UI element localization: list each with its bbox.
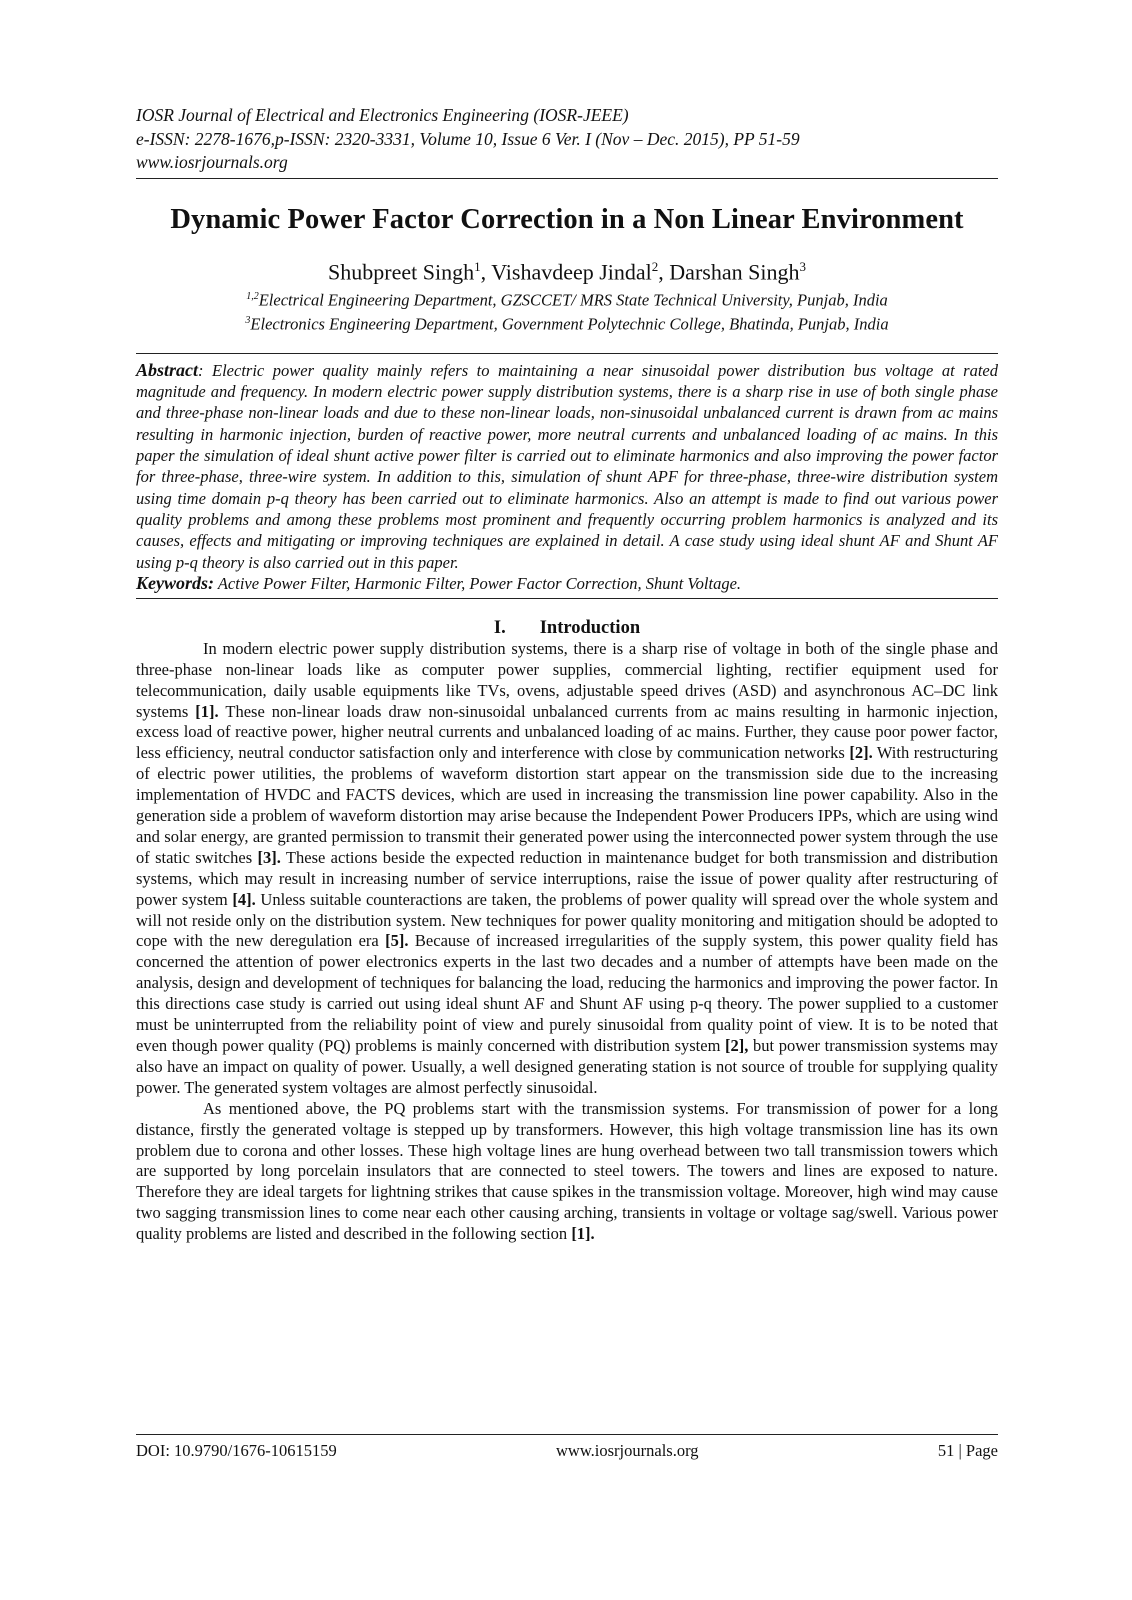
citation: [1]. [195,701,219,721]
footer-website[interactable]: www.iosrjournals.org [556,1441,699,1460]
body-text: Unless suitable counteractions are taken, the problems of power quality will spread over the whole system and will not reside only on the distribution system. New techniques for power quality monitoring and mitigation should be adopted to cope with the new deregulation era [136,889,998,951]
abstract [136,353,998,573]
author-name: Vishavdeep Jindal [491,258,652,284]
citation: [4]. [232,889,256,909]
footer-doi: DOI: 10.9790/1676-10615159 [136,1441,337,1460]
body-paragraph [136,639,998,1099]
section-title: Introduction [539,617,641,638]
body-text: With restructuring of electric power utilities, the problems of waveform distortion start appear on the transmission side due to the increasing implementation of HVDC and FACTS devices, which are used in increasing the transmission line power capability. Also in the generation side a problem of waveform distortion may arise because the Independent Power Producers IPPs, which are using wind and solar energy, are granted permission to transmit their generated power using the interconnected power system through the use of static switches [136,743,999,867]
body-text: but power transmission systems may also have an impact on quality of power. Usually, a well designed generating station is not source of trouble for supplying quality power. The generated system voltages are almost perfectly sinusoidal. [136,1036,999,1097]
citation: [5]. [385,931,409,951]
citation: [2], [725,1036,749,1056]
affiliation-text: Electrical Engineering Department, GZSCCET/ MRS State Technical University, Punjab, India [258,290,888,310]
keywords-label: Keywords: [136,572,214,593]
footer-page-number: 51 | Page [937,1441,998,1460]
body-text: In modern electric power supply distribution systems, there is a sharp rise of voltage in both of the single phase and three-phase non-linear loads like as computer power supplies, commercial lighting, rectifier equipment used for telecommunication, daily usable equipments like TVs, ovens, adjustable speed drives (ASD) and asynchronous AC–DC link systems [136,638,998,721]
affiliation-sup: 1,2 [246,290,259,302]
body-paragraph [136,1099,998,1245]
paper-page [136,104,998,1245]
keywords [136,573,998,599]
keywords-text: Active Power Filter, Harmonic Filter, Power Factor Correction, Shunt Voltage. [214,573,742,593]
journal-header [136,104,998,179]
author-sup: 3 [799,258,806,274]
author-list [136,253,998,286]
affiliation-text: Electronics Engineering Department, Government Polytechnic College, Bhatinda, Punjab, India [250,314,889,334]
abstract-text: : Electric power quality mainly refers to maintaining a near sinusoidal power distribution bus voltage at rated magnitude and frequency. In modern electric power supply distribution systems, there is a sharp rise in use of both single phase and three-phase non-linear loads and due to these non-linear loads, non-sinusoidal unbalanced current is drawn from ac mains resulting in harmonic injection, burden of reactive power, more neutral currents and unbalanced loading of ac mains. In this paper the simulation of ideal shunt active power filter is carried out to eliminate harmonics and also improving the power factor for three-phase, three-wire system. In addition to this, simulation of shunt APF for three-phase, three-wire distribution system using time domain p-q theory has been carried out to eliminate harmonics. Also an attempt is made to find out various power quality problems and among these problems most prominent and frequently occurring problem harmonics is analyzed and its causes, effects and mitigating or improving techniques are explained in detail. A case study using ideal shunt AF and Shunt AF using p-q theory is also carried out in this paper. [136,360,998,572]
body-text: These actions beside the expected reduction in maintenance budget for both transmission and distribution systems, which may result in increasing number of service interruptions, raise the issue of power quality after restructuring of power system [136,847,999,909]
affiliation [136,286,998,311]
abstract-label: Abstract [136,359,199,380]
author-sup: 1 [474,258,481,274]
author-name: Shubpreet Singh [328,258,475,284]
section-number: I. [493,617,506,638]
journal-url[interactable]: www.iosrjournals.org [136,152,288,172]
citation: [2]. [849,743,873,763]
paper-title: Dynamic Power Factor Correction in a Non Linear Environment [170,203,964,235]
journal-issn: e-ISSN: 2278-1676,p-ISSN: 2320-3331, Volume 10, Issue 6 Ver. I (Nov – Dec. 2015), PP 51-59 [136,128,800,149]
affiliation-sup: 3 [245,315,251,327]
page-footer [136,1434,998,1460]
author-separator: , [658,258,670,284]
author-sup: 2 [651,258,659,274]
body-text: These non-linear loads draw non-sinusoidal unbalanced currents from ac mains resulting in harmonic injection, excess load of reactive power, higher neutral currents and unbalanced loading of ac mains. Further, they cause poor power factor, less efficiency, neutral conductor satisfaction only and interference with close by communication networks [136,701,998,763]
journal-name: IOSR Journal of Electrical and Electronics Engineering (IOSR-JEEE) [136,105,629,125]
citation: [1]. [571,1224,595,1244]
author-name: Darshan Singh [669,258,800,284]
author-separator: , [480,258,492,284]
body-text: As mentioned above, the PQ problems start with the transmission systems. For transmission of power for a long distance, firstly the generated voltage is stepped up by transformers. However, this high voltage transmission line has its own problem due to corona and other losses. These high voltage lines are hung overhead between two tall transmission towers which are supported by long porcelain insulators that are connected to steel towers. The towers and lines are exposed to nature. Therefore they are ideal targets for lightning strikes that cause spikes in the transmission voltage. Moreover, high wind may cause two sagging transmission lines to come near each other causing arching, transients in voltage or voltage sag/swell. Various power quality problems are listed and described in the following section [136,1098,998,1244]
affiliation [136,310,998,335]
section-heading [136,617,998,639]
citation: [3]. [257,847,281,867]
body-text: Because of increased irregularities of the supply system, this power quality field has concerned the attention of power electronics experts in the last two decades and a number of attempts have been made on the analysis, design and development of techniques for balancing the load, reducing the harmonics and improving the power factor. In this directions case study is carried out using ideal shunt AF and Shunt AF using p-q theory. The power supplied to a customer must be uninterrupted from the reliability point of view and purely sinusoidal from quality point of view. It is to be noted that even though power quality (PQ) problems is mainly concerned with distribution system [136,931,998,1056]
